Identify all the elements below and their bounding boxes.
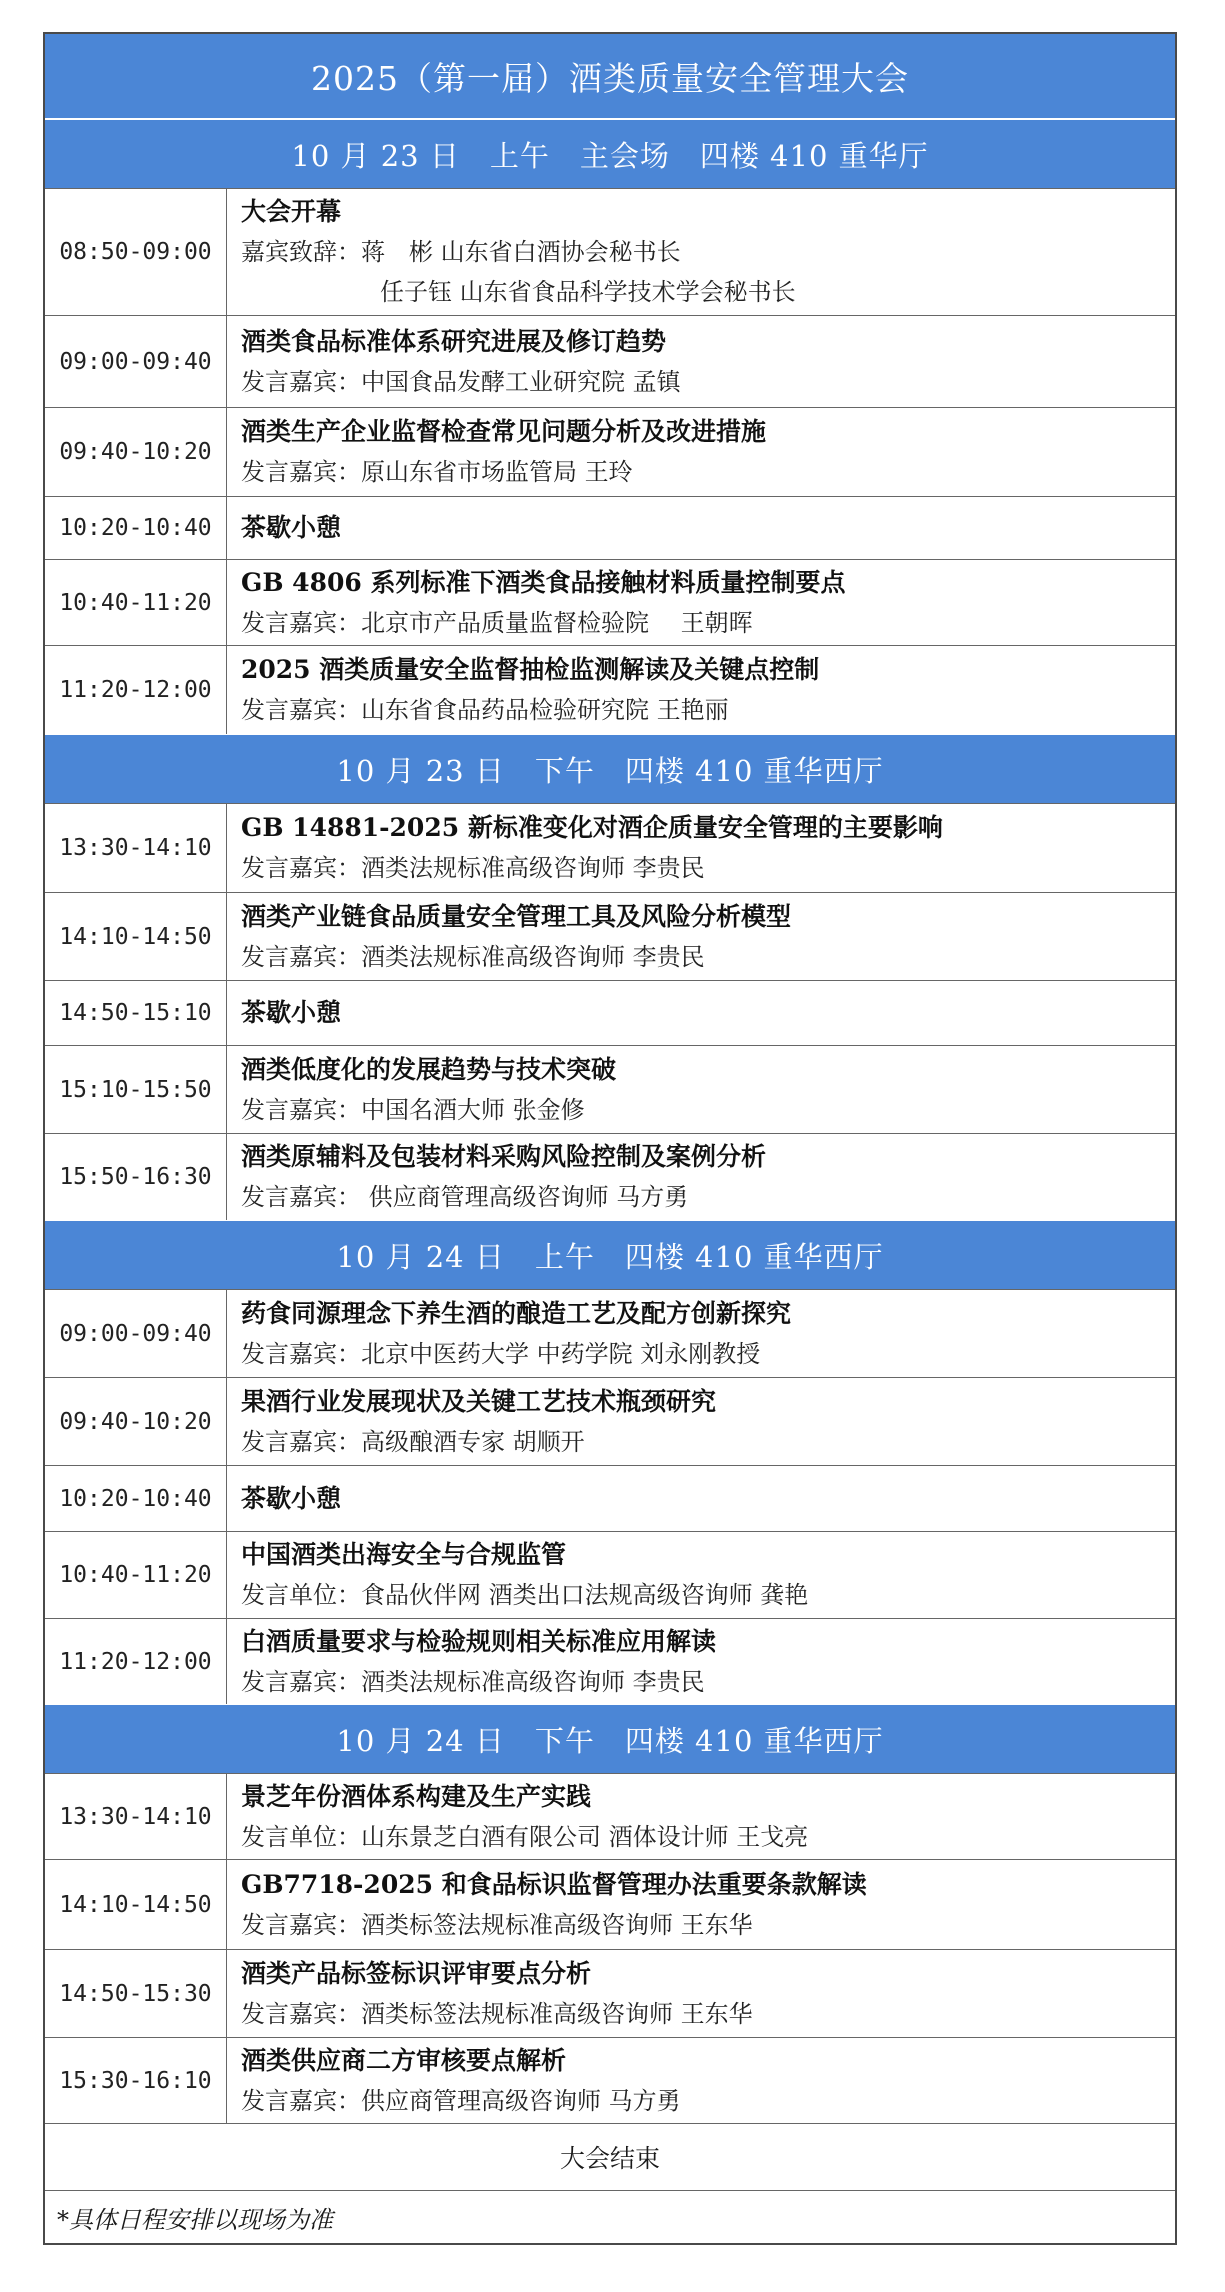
agenda-table — [43, 32, 1177, 2245]
session-content — [227, 408, 1175, 496]
session-header: 10 月 23 日 上午 主会场 四楼 410 重华厅 — [45, 119, 1175, 188]
time-slot: 09:40-10:20 — [45, 408, 227, 496]
talk-title: 2025 酒类质量安全监督抽检监测解读及关键点控制 — [241, 655, 820, 684]
closing-row: 大会结束 — [45, 2123, 1175, 2190]
schedule-row — [45, 1949, 1175, 2037]
session-content — [227, 560, 1175, 645]
schedule-row — [45, 496, 1175, 559]
talk-title: 茶歇小憩 — [241, 998, 342, 1027]
session-content — [227, 646, 1175, 734]
speaker-line: 任子钰 山东省食品科学技术学会秘书长 — [380, 278, 796, 306]
time-slot: 08:50-09:00 — [45, 189, 227, 315]
session-header: 10 月 24 日 上午 四楼 410 重华西厅 — [45, 1220, 1175, 1289]
talk-title: 酒类食品标准体系研究进展及修订趋势 — [241, 326, 667, 356]
session-content — [227, 2038, 1175, 2123]
schedule-row — [45, 559, 1175, 645]
time-slot: 14:50-15:30 — [45, 1950, 227, 2037]
session-content — [227, 1378, 1175, 1465]
time-slot: 13:30-14:10 — [45, 1774, 227, 1859]
schedule-row — [45, 803, 1175, 892]
speaker-line: 发言嘉宾：北京市产品质量监督检验院 王朝晖 — [241, 608, 753, 637]
session-content — [227, 1466, 1175, 1531]
session-content — [227, 1046, 1175, 1133]
time-slot: 13:30-14:10 — [45, 804, 227, 892]
time-slot: 10:20-10:40 — [45, 1466, 227, 1531]
time-slot: 15:30-16:10 — [45, 2038, 227, 2123]
sessions-container — [45, 119, 1175, 2123]
time-slot: 15:50-16:30 — [45, 1134, 227, 1220]
talk-title: 大会开幕 — [241, 197, 342, 226]
talk-title: 酒类产业链食品质量安全管理工具及风险分析模型 — [241, 901, 792, 931]
talk-title: GB 14881-2025 新标准变化对酒企质量安全管理的主要影响 — [241, 813, 943, 842]
speaker-line: 发言嘉宾：高级酿酒专家 胡顺开 — [241, 1427, 585, 1456]
schedule-row — [45, 1289, 1175, 1377]
session-header: 10 月 24 日 下午 四楼 410 重华西厅 — [45, 1704, 1175, 1773]
speaker-line: 发言嘉宾：酒类法规标准高级咨询师 李贵民 — [241, 1667, 705, 1696]
speaker-line: 发言嘉宾：原山东省市场监管局 王玲 — [241, 458, 633, 486]
schedule-row — [45, 980, 1175, 1045]
session-content — [227, 1134, 1175, 1220]
speaker-line: 发言嘉宾：酒类标签法规标准高级咨询师 王东华 — [241, 1999, 753, 2028]
session-content — [227, 1950, 1175, 2037]
session-content — [227, 1774, 1175, 1859]
talk-title: 酒类产品标签标识评审要点分析 — [241, 1958, 592, 1988]
schedule-row — [45, 1377, 1175, 1465]
speaker-line: 发言嘉宾：中国名酒大师 张金修 — [241, 1095, 585, 1124]
talk-title: 茶歇小憩 — [241, 1483, 342, 1513]
session-content — [227, 1860, 1175, 1949]
time-slot: 09:00-09:40 — [45, 1290, 227, 1377]
time-slot: 10:20-10:40 — [45, 497, 227, 559]
talk-title: 中国酒类出海安全与合规监管 — [241, 1540, 567, 1569]
schedule-row — [45, 1859, 1175, 1949]
schedule-row — [45, 1773, 1175, 1859]
schedule-row — [45, 315, 1175, 407]
talk-title: 白酒质量要求与检验规则相关标准应用解读 — [241, 1626, 717, 1656]
session-content — [227, 1532, 1175, 1618]
talk-title: 茶歇小憩 — [241, 513, 342, 542]
footnote: *具体日程安排以现场为准 — [45, 2190, 1175, 2243]
speaker-line: 发言嘉宾：酒类标签法规标准高级咨询师 王东华 — [241, 1910, 753, 1939]
talk-title: 酒类供应商二方审核要点解析 — [241, 2045, 567, 2075]
speaker-line: 发言单位：山东景芝白酒有限公司 酒体设计师 王戈亮 — [241, 1822, 809, 1851]
time-slot: 11:20-12:00 — [45, 1619, 227, 1704]
speaker-line: 发言嘉宾：北京中医药大学 中药学院 刘永刚教授 — [241, 1339, 761, 1368]
session-header: 10 月 23 日 下午 四楼 410 重华西厅 — [45, 734, 1175, 803]
session-content — [227, 893, 1175, 980]
speaker-line: 发言嘉宾：山东省食品药品检验研究院 王艳丽 — [241, 696, 729, 724]
session-content — [227, 1290, 1175, 1377]
conference-title: 2025（第一届）酒类质量安全管理大会 — [45, 34, 1175, 119]
time-slot: 09:00-09:40 — [45, 316, 227, 407]
speaker-line: 嘉宾致辞：蒋 彬 山东省白酒协会秘书长 — [241, 238, 681, 266]
talk-title: 酒类原辅料及包装材料采购风险控制及案例分析 — [241, 1142, 767, 1171]
schedule-row — [45, 407, 1175, 496]
schedule-row — [45, 645, 1175, 734]
time-slot: 11:20-12:00 — [45, 646, 227, 734]
time-slot: 15:10-15:50 — [45, 1046, 227, 1133]
time-slot: 14:10-14:50 — [45, 1860, 227, 1949]
talk-title: 酒类低度化的发展趋势与技术突破 — [241, 1054, 617, 1084]
speaker-line: 发言单位：食品伙伴网 酒类出口法规高级咨询师 龚艳 — [241, 1581, 809, 1609]
schedule-row — [45, 1531, 1175, 1618]
talk-title: 酒类生产企业监督检查常见问题分析及改进措施 — [241, 417, 767, 446]
time-slot: 10:40-11:20 — [45, 1532, 227, 1618]
schedule-row — [45, 1618, 1175, 1704]
time-slot: 10:40-11:20 — [45, 560, 227, 645]
talk-title: GB7718-2025 和食品标识监督管理办法重要条款解读 — [241, 1869, 867, 1899]
talk-title: GB 4806 系列标准下酒类食品接触材料质量控制要点 — [241, 567, 846, 597]
time-slot: 14:50-15:10 — [45, 981, 227, 1045]
session-content — [227, 316, 1175, 407]
schedule-row — [45, 188, 1175, 315]
talk-title: 果酒行业发展现状及关键工艺技术瓶颈研究 — [241, 1386, 717, 1416]
session-content — [227, 497, 1175, 559]
schedule-row — [45, 1465, 1175, 1531]
talk-title: 景芝年份酒体系构建及生产实践 — [241, 1781, 592, 1811]
session-content — [227, 1619, 1175, 1704]
speaker-line: 发言嘉宾：酒类法规标准高级咨询师 李贵民 — [241, 854, 705, 882]
schedule-row — [45, 1045, 1175, 1133]
time-slot: 14:10-14:50 — [45, 893, 227, 980]
session-content — [227, 189, 1175, 315]
speaker-line: 发言嘉宾：中国食品发酵工业研究院 孟镇 — [241, 367, 681, 396]
talk-title: 药食同源理念下养生酒的酿造工艺及配方创新探究 — [241, 1298, 792, 1328]
session-content — [227, 981, 1175, 1045]
schedule-row — [45, 892, 1175, 980]
time-slot: 09:40-10:20 — [45, 1378, 227, 1465]
schedule-row — [45, 2037, 1175, 2123]
session-content — [227, 804, 1175, 892]
schedule-row — [45, 1133, 1175, 1220]
speaker-line: 发言嘉宾： 供应商管理高级咨询师 马方勇 — [241, 1183, 689, 1211]
speaker-line: 发言嘉宾：供应商管理高级咨询师 马方勇 — [241, 2086, 681, 2115]
speaker-line: 发言嘉宾：酒类法规标准高级咨询师 李贵民 — [241, 942, 705, 971]
